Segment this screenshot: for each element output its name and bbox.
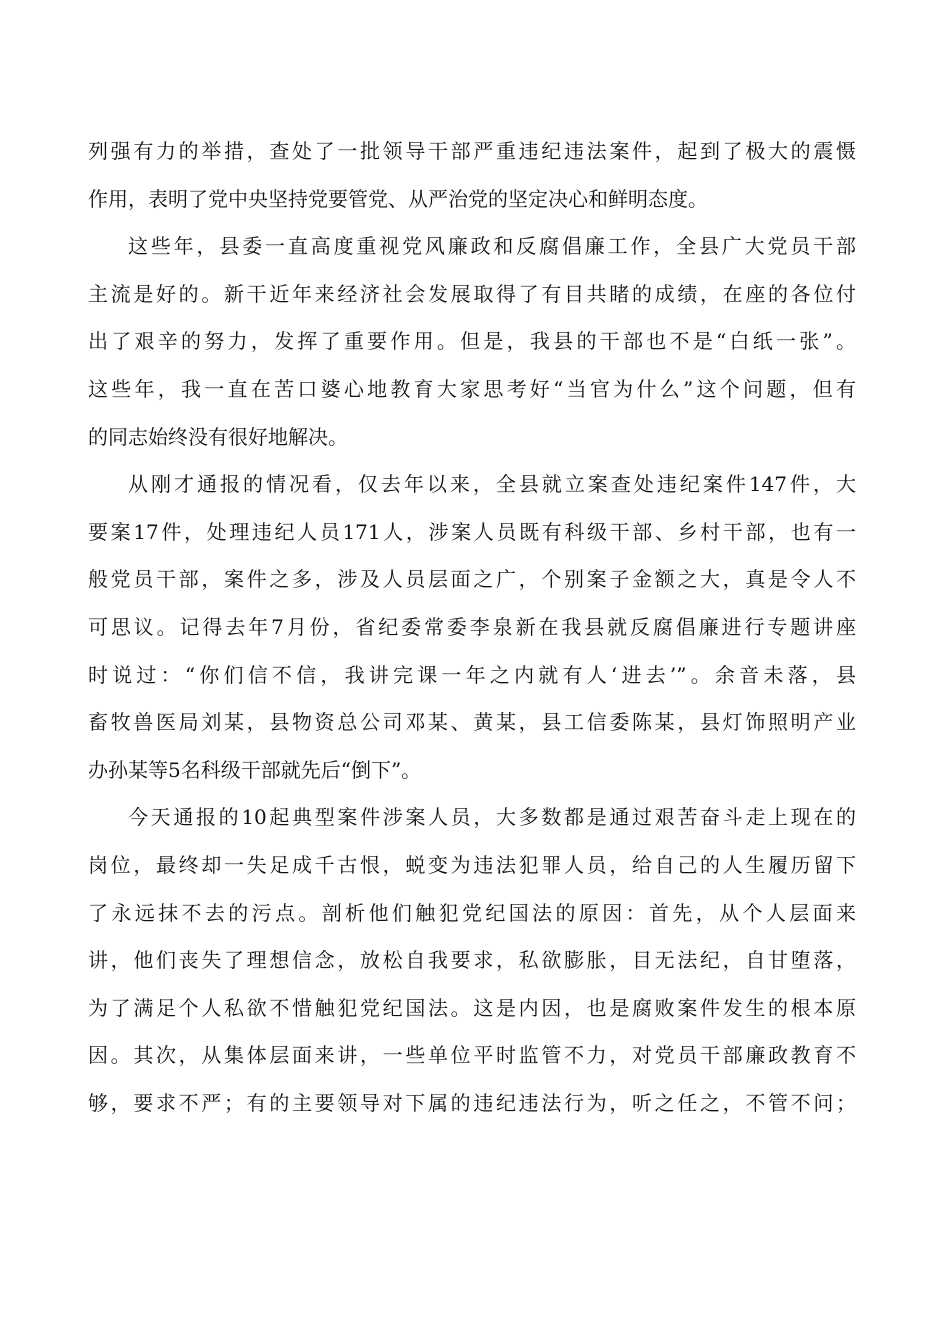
text-line: 时说过：“你们信不信，我讲完课一年之内就有人‘进去’”。余音未落，县: [88, 662, 856, 687]
text-line: 岗位，最终却一失足成千古恨，蜕变为违法犯罪人员，给自己的人生履历留下: [88, 852, 856, 877]
text-line: 出了艰辛的努力，发挥了重要作用。但是，我县的干部也不是“白纸一张”。: [88, 329, 856, 354]
text-line: 办孙某等5名科级干部就先后“倒下”。: [88, 757, 422, 782]
text-line: 列强有力的举措，查处了一批领导干部严重违纪违法案件，起到了极大的震慑: [88, 139, 856, 163]
text-line: 这些年，县委一直高度重视党风廉政和反腐倡廉工作，全县广大党员干部: [128, 234, 856, 259]
text-line: 可思议。记得去年7月份，省纪委常委李泉新在我县就反腐倡廉进行专题讲座: [88, 614, 856, 639]
text-line: 了永远抹不去的污点。剖析他们触犯党纪国法的原因：首先，从个人层面来: [88, 900, 856, 925]
text-line: 今天通报的10起典型案件涉案人员，大多数都是通过艰苦奋斗走上现在的: [128, 805, 856, 830]
text-line: 为了满足个人私欲不惜触犯党纪国法。这是内因，也是腐败案件发生的根本原: [88, 995, 856, 1020]
paragraph-3: [88, 461, 856, 794]
text-line: 要案17件，处理违纪人员171人，涉案人员既有科级干部、乡村干部，也有一: [88, 519, 856, 544]
text-line: 般党员干部，案件之多，涉及人员层面之广，个别案子金额之大，真是令人不: [88, 567, 856, 592]
text-line: 讲，他们丧失了理想信念，放松自我要求，私欲膨胀，目无法纪，自甘堕落，: [88, 948, 856, 973]
document-body: [88, 128, 856, 1127]
text-line: 畜牧兽医局刘某，县物资总公司邓某、黄某，县工信委陈某，县灯饰照明产业: [88, 710, 856, 735]
text-line: 的同志始终没有很好地解决。: [88, 424, 348, 449]
text-line: 这些年，我一直在苦口婆心地教育大家思考好“当官为什么”这个问题，但有: [88, 376, 856, 401]
text-line: 作用，表明了党中央坚持党要管党、从严治党的坚定决心和鲜明态度。: [88, 186, 708, 211]
text-line: 够，要求不严；有的主要领导对下属的违纪违法行为，听之任之，不管不问；: [88, 1090, 856, 1115]
paragraph-2: [88, 223, 856, 461]
text-line: 因。其次，从集体层面来讲，一些单位平时监管不力，对党员干部廉政教育不: [88, 1043, 856, 1068]
paragraph-1: [88, 128, 856, 223]
text-line: 主流是好的。新干近年来经济社会发展取得了有目共睹的成绩，在座的各位付: [88, 281, 856, 306]
paragraph-4: [88, 794, 856, 1127]
text-line: 从刚才通报的情况看，仅去年以来，全县就立案查处违纪案件147件，大: [128, 472, 856, 497]
